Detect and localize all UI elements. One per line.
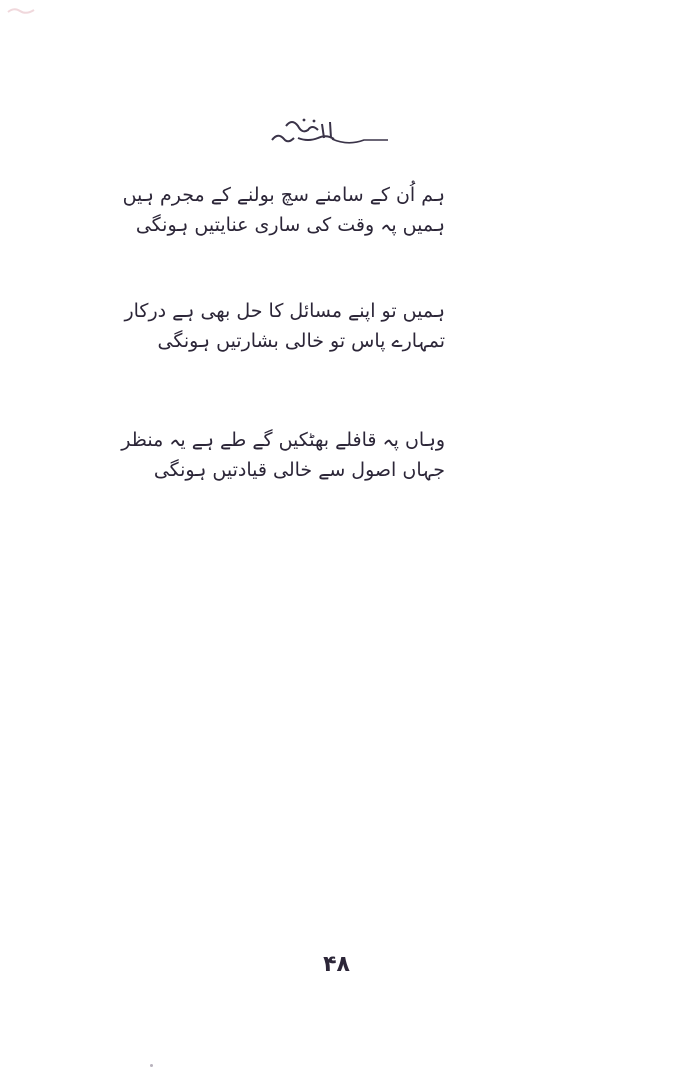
- verse-line: ہمیں تو اپنے مسائل کا حل بھی ہے درکار: [124, 300, 445, 322]
- paper-speck: [150, 1064, 153, 1067]
- corner-smudge-icon: [6, 4, 36, 18]
- stanza-1: [122, 180, 445, 240]
- verse-line: ہم اُن کے سامنے سچ بولنے کے مجرم ہیں: [122, 184, 445, 206]
- verse-line: تمہارے پاس تو خالی بشارتیں ہونگی: [157, 330, 445, 352]
- page-number: ۴۸: [323, 952, 350, 977]
- heading-ornament-icon: [268, 112, 392, 152]
- stanza-2: [124, 296, 445, 356]
- verse-line: جہاں اصول سے خالی قیادتیں ہونگی: [153, 459, 445, 481]
- stanza-3: [121, 425, 445, 485]
- verse-line: ہمیں پہ وقت کی ساری عنایتیں ہونگی: [135, 214, 445, 236]
- verse-line: وہاں پہ قافلے بھٹکیں گے طے ہے یہ منظر: [121, 429, 445, 451]
